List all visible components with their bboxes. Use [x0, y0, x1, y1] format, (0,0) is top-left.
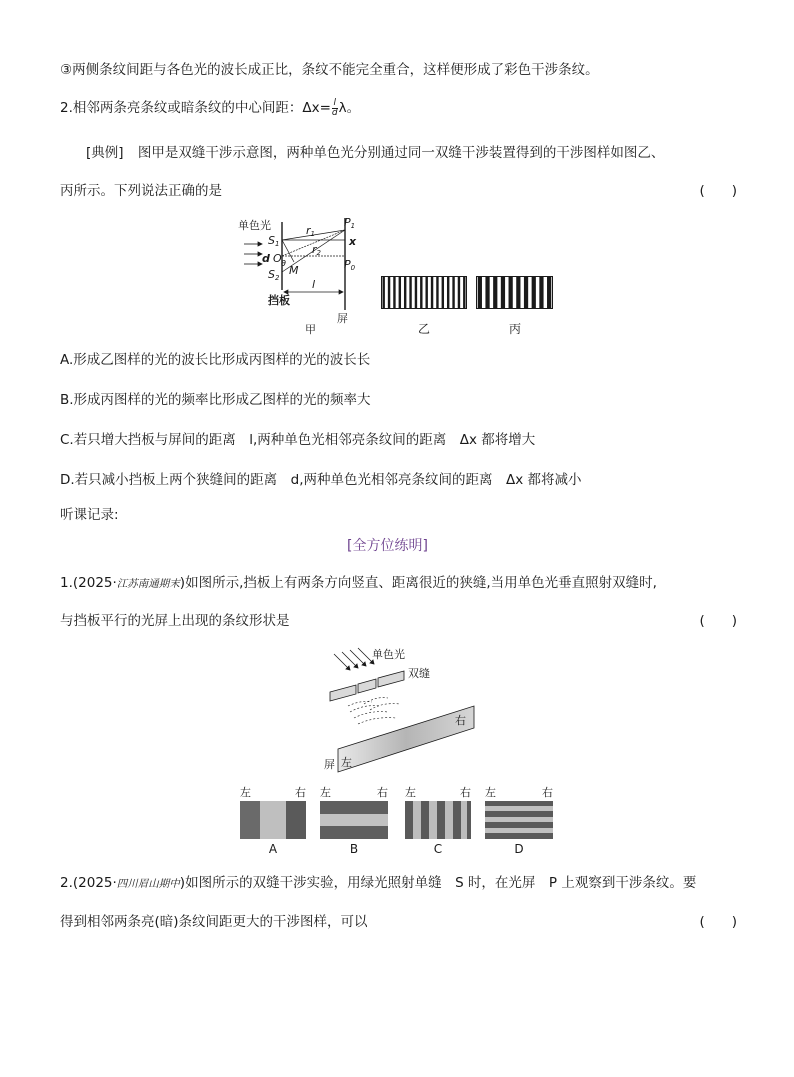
label-l: l	[312, 278, 316, 291]
label-screen-2: 屏	[324, 758, 335, 771]
pattern-c-vertical-narrow	[405, 801, 471, 839]
text-line-2	[60, 98, 360, 118]
q1-prefix: 1.(2025·	[60, 575, 117, 591]
slit-plate	[330, 671, 404, 701]
dark-fringe	[493, 276, 497, 309]
dark-fringe	[524, 276, 528, 309]
q2-line-1	[60, 873, 696, 894]
label-r1: r1	[306, 224, 315, 238]
answer-paren-q2: ( )	[699, 914, 737, 930]
notes-label: 听课记录:	[60, 507, 119, 523]
caption-yi: 乙	[417, 322, 430, 336]
caption-bing: 丙	[508, 322, 521, 336]
option-pattern-a	[240, 787, 306, 856]
dark-fringe	[399, 276, 401, 309]
fringe-pattern-bing	[476, 276, 553, 309]
pattern-a-vertical-wide	[240, 801, 306, 839]
label-screen: 屏	[337, 312, 348, 325]
dark-fringe	[547, 276, 551, 309]
dark-fringe	[382, 276, 384, 309]
opt-a-label: A	[268, 842, 278, 856]
dark-fringe	[404, 276, 406, 309]
label-theta: θ	[281, 259, 286, 268]
example-tag: [典例]	[86, 145, 124, 161]
formula-fraction	[332, 99, 338, 118]
dark-fringe	[485, 276, 489, 309]
opt-b-left-label: 左	[320, 786, 331, 799]
incident-light-arrows	[334, 648, 374, 670]
label-p1: P1	[344, 216, 356, 230]
dark-fringe	[420, 276, 422, 309]
dark-fringe	[509, 276, 513, 309]
answer-paren-q1: ( )	[699, 613, 737, 629]
pattern-d-horizontal-narrow	[485, 801, 553, 839]
option-pattern-d	[485, 787, 553, 856]
dark-fringe	[415, 276, 417, 309]
dark-fringe	[425, 276, 427, 309]
example-line-2: 丙所示。下列说法正确的是	[60, 183, 222, 199]
fraction-denominator: d	[331, 107, 338, 118]
opt-a-right-label: 右	[295, 786, 306, 799]
q2-source: 四川眉山期中	[116, 878, 180, 890]
option-pattern-c	[405, 787, 471, 856]
fraction-numerator: l	[333, 97, 337, 108]
q2-text: )如图所示的双缝干涉实验，用绿光照射单缝 S 时，在光屏 P 上观察到干涉条纹。要	[179, 875, 697, 891]
option-a: A.形成乙图样的光的波长比形成丙图样的光的波长长	[60, 352, 371, 368]
dark-fringe	[501, 276, 505, 309]
dark-fringe	[458, 276, 460, 309]
wavefronts	[348, 698, 400, 724]
option-pattern-b	[320, 787, 388, 856]
label-o: O	[273, 252, 282, 265]
dark-fringe	[539, 276, 543, 309]
fringe-pattern-yi	[381, 276, 467, 309]
opt-d-right-label: 右	[542, 786, 553, 799]
q2-line-2: 得到相邻两条亮(暗)条纹间距更大的干涉图样，可以	[60, 914, 368, 930]
q2-prefix: 2.(2025·	[60, 875, 117, 891]
example-text: 图甲是双缝干涉示意图，两种单色光分别通过同一双缝干涉装置得到的干涉图样如图乙、	[137, 145, 665, 161]
label-p0: P0	[344, 258, 356, 272]
q1-line-2: 与挡板平行的光屏上出现的条纹形状是	[60, 613, 290, 629]
opt-d-label: D	[514, 842, 524, 856]
formula-prefix: 2.相邻两条亮条纹或暗条纹的中心间距：Δx=	[60, 100, 331, 116]
dark-fringe	[436, 276, 438, 309]
dark-fringe	[516, 276, 520, 309]
opt-c-label: C	[433, 842, 443, 856]
dark-fringe	[442, 276, 444, 309]
label-baffle: 挡板	[268, 294, 290, 307]
label-screen-right: 右	[455, 714, 466, 727]
dark-fringe	[447, 276, 449, 309]
options-patterns	[240, 787, 558, 861]
answer-paren-example: ( )	[699, 183, 737, 199]
double-slit-diagram-jia	[238, 212, 373, 337]
section-title: [全方位练明]	[347, 538, 428, 554]
option-b: B.形成丙图样的光的频率比形成乙图样的光的频率大	[60, 392, 371, 408]
example-line-1	[86, 143, 664, 163]
label-r2: r2	[312, 243, 321, 257]
label-double-slit: 双缝	[408, 667, 430, 680]
label-d: d	[262, 252, 270, 265]
q1-source: 江苏南通期末	[116, 578, 180, 590]
label-m: M	[289, 264, 299, 277]
double-slit-3d-diagram	[320, 644, 480, 776]
dark-fringe	[431, 276, 433, 309]
formula-suffix: λ。	[338, 100, 361, 116]
label-s2: S2	[268, 268, 280, 282]
text-line-1: ③两侧条纹间距与各色光的波长成正比，条纹不能完全重合，这样便形成了彩色干涉条纹。	[60, 62, 599, 78]
q1-text: )如图所示,挡板上有两条方向竖直、距离很近的狭缝,当用单色光垂直照射双缝时,	[179, 575, 657, 591]
dark-fringe	[388, 276, 390, 309]
dark-fringe	[478, 276, 482, 309]
pattern-b-horizontal-wide	[320, 801, 388, 839]
incident-arrows	[244, 242, 262, 266]
dark-fringe	[409, 276, 411, 309]
label-s1: S1	[268, 234, 280, 248]
option-d: D.若只减小挡板上两个狭缝间的距离 d,两种单色光相邻亮条纹间的距离 Δx 都将减小	[60, 472, 582, 488]
caption-jia: 甲	[305, 323, 316, 336]
label-x: x	[349, 235, 357, 248]
dark-fringe	[463, 276, 465, 309]
q1-line-1	[60, 573, 657, 594]
opt-b-label: B	[349, 842, 359, 856]
opt-b-right-label: 右	[377, 786, 388, 799]
option-c: C.若只增大挡板与屏间的距离 l,两种单色光相邻亮条纹间的距离 Δx 都将增大	[60, 432, 536, 448]
dark-fringe	[452, 276, 454, 309]
label-screen-left: 左	[341, 756, 352, 769]
opt-c-left-label: 左	[405, 786, 416, 799]
opt-d-left-label: 左	[485, 786, 496, 799]
label-mono-light-2: 单色光	[372, 648, 405, 661]
dark-fringe	[532, 276, 536, 309]
opt-a-left-label: 左	[240, 786, 251, 799]
dark-fringe	[393, 276, 395, 309]
opt-c-right-label: 右	[460, 786, 471, 799]
label-mono-light: 单色光	[238, 219, 271, 232]
